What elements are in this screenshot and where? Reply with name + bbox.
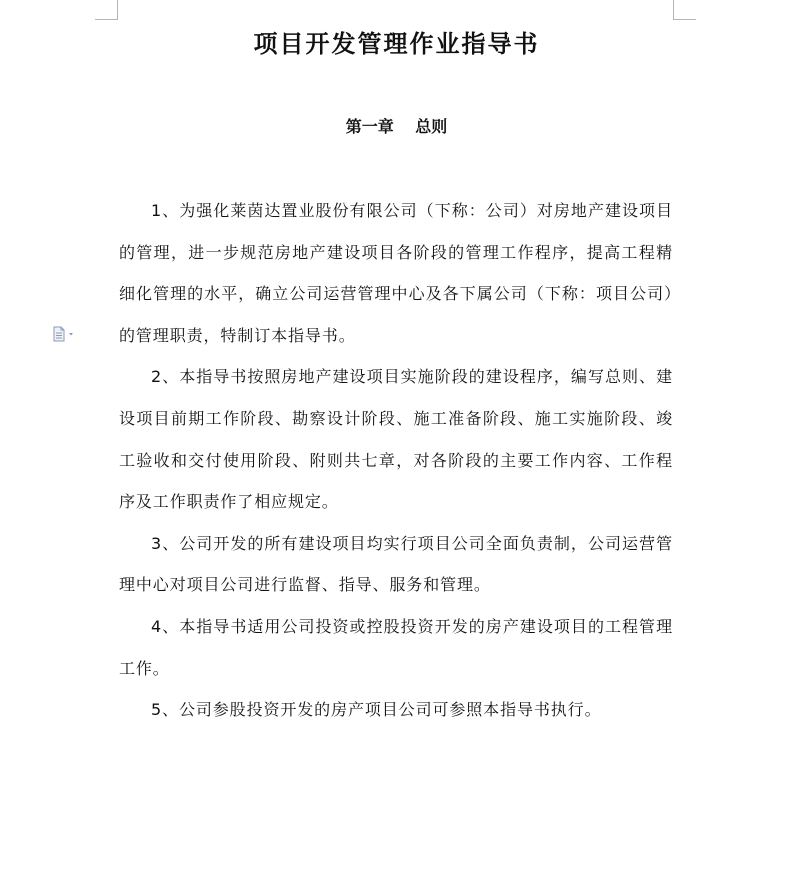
chapter-heading: 第一章 总则 [345, 117, 448, 136]
document-body [119, 190, 673, 731]
paragraph: 4、本指导书适用公司投资或控股投资开发的房产建设项目的工程管理工作。 [119, 616, 673, 678]
paragraph: 1、为强化莱茵达置业股份有限公司（下称：公司）对房地产建设项目的管理，进一步规范房地产建设项目各阶段的管理工作程序，提高工程精细化管理的水平，确立公司运营管理中心及各下属公司（下称：项目公司）的管理职责，特制订本指导书。 [119, 201, 673, 345]
document-paragraph-icon[interactable] [52, 326, 80, 342]
document-title: 项目开发管理作业指导书 [253, 30, 540, 58]
paragraph: 3、公司开发的所有建设项目均实行项目公司全面负责制，公司运营管理中心对项目公司进行监督、指导、服务和管理。 [119, 533, 673, 595]
top-left-crop-mark [95, 0, 118, 20]
paragraph: 2、本指导书按照房地产建设项目实施阶段的建设程序，编写总则、建设项目前期工作阶段、勘察设计阶段、施工准备阶段、施工实施阶段、竣工验收和交付使用阶段、附则共七章，对各阶段的主要工作内容、工作程序及工作职责作了相应规定。 [119, 367, 673, 512]
top-right-crop-mark [673, 0, 696, 20]
paragraph: 5、公司参股投资开发的房产项目公司可参照本指导书执行。 [151, 700, 602, 720]
